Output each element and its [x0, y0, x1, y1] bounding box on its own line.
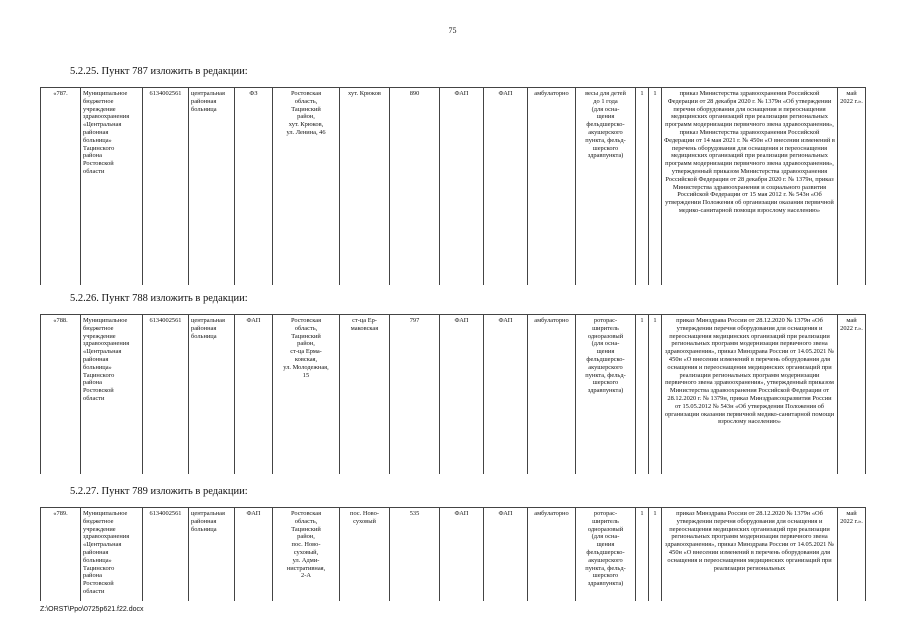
cell-num: «787.	[41, 88, 81, 286]
cell-q1: 1	[636, 315, 649, 475]
cell-care: амбулаторно	[528, 88, 576, 286]
cell-org: Муниципальное бюджетное учреждение здравоохранения «Центральная районная больница» Тацинского района Ростовской области	[81, 315, 143, 475]
cell-population: 797	[390, 315, 440, 475]
cell-type: центральная районная больница	[189, 508, 235, 602]
cell-basis: приказ Минздрава России от 28.12.2020 № 1379н «Об утверждении перечня оборудования для оснащения и переоснащения медицинских организаций при реализации региональных программ модернизации первичного звена здравоохранения», приказ Минздрава России от 14.05.2021 № 450н «О внесении изменений в перечень оборудования для оснащения и переоснащения медицинских организаций при реализации региональных	[662, 508, 838, 602]
footer-file-path: Z:\ORST\Ppo\0725p621.f22.docx	[40, 606, 144, 613]
cell-date: май 2022 г.».	[838, 315, 866, 475]
cell-org: Муниципальное бюджетное учреждение здравоохранения «Центральная районная больница» Тацинского района Ростовской области	[81, 508, 143, 602]
cell-address: Ростовская область, Тацинский район, ст-ца Ерма- ковская, ул. Молодежная, 15	[273, 315, 340, 475]
cell-num: «788.	[41, 315, 81, 475]
cell-inn: 6134002561	[143, 315, 189, 475]
cell-org: Муниципальное бюджетное учреждение здравоохранения «Центральная районная больница» Тацинского района Ростовской области	[81, 88, 143, 286]
cell-unit2: ФАП	[484, 508, 528, 602]
cell-equipment: роторас- ширитель одноразовый (для осна- щения фельдшерско- акушерского пункта, фельд- шерского здравпункта)	[576, 315, 636, 475]
cell-q1: 1	[636, 508, 649, 602]
cell-kind: ФАП	[235, 315, 273, 475]
cell-num: «789.	[41, 508, 81, 602]
cell-date: май 2022 г.».	[838, 508, 866, 602]
cell-address: Ростовская область, Тацинский район, хут. Крюков, ул. Ленина, 46	[273, 88, 340, 286]
cell-settlement: ст-ца Ер- маковская	[340, 315, 390, 475]
cell-equipment: роторас- ширитель одноразовый (для осна- щения фельдшерско- акушерского пункта, фельд- шерского здравпункта)	[576, 508, 636, 602]
cell-population: 890	[390, 88, 440, 286]
cell-q2: 1	[649, 315, 662, 475]
cell-type: центральная районная больница	[189, 315, 235, 475]
table-row-789	[40, 507, 866, 601]
cell-basis: приказ Минздрава России от 28.12.2020 № 1379н «Об утверждении перечня оборудования для оснащения и переоснащения медицинских организаций при реализации региональных программ модернизации первичного звена здравоохранения», приказ Минздрава России от 14.05.2021 № 450н «О внесении изменений в перечень оборудования для оснащения и переоснащения медицинских организаций при реализации региональных программ модернизации первичного звена здравоохранения», утвержденный приказом Министерства здравоохранения Российской Федерации от 28.12.2020 г. № 1379н, приказ Минздравсоцразвития России от 15.05.2012 № 543н «Об утверждении Положения об организации оказания первичной медико-санитарной помощи взрослому населению»	[662, 315, 838, 475]
cell-inn: 6134002561	[143, 88, 189, 286]
cell-inn: 6134002561	[143, 508, 189, 602]
section-heading-787: 5.2.25. Пункт 787 изложить в редакции:	[70, 66, 248, 77]
cell-unit1: ФАП	[440, 88, 484, 286]
cell-q2: 1	[649, 508, 662, 602]
cell-q1: 1	[636, 88, 649, 286]
table-row-787	[40, 87, 866, 285]
section-heading-789: 5.2.27. Пункт 789 изложить в редакции:	[70, 486, 248, 497]
cell-type: центральная районная больница	[189, 88, 235, 286]
cell-population: 535	[390, 508, 440, 602]
cell-unit2: ФАП	[484, 315, 528, 475]
cell-kind: ФАП	[235, 508, 273, 602]
cell-date: май 2022 г.».	[838, 88, 866, 286]
cell-equipment: весы для детей до 1 года (для осна- щения фельдшерско- акушерского пункта, фельд- шерского здравпункта)	[576, 88, 636, 286]
section-heading-788: 5.2.26. Пункт 788 изложить в редакции:	[70, 293, 248, 304]
cell-unit1: ФАП	[440, 508, 484, 602]
cell-address: Ростовская область, Тацинский район, пос. Ново- суховый, ул. Адми- нистративная, 2-А	[273, 508, 340, 602]
cell-settlement: хут. Крюков	[340, 88, 390, 286]
cell-care: амбулаторно	[528, 315, 576, 475]
cell-kind: ФЗ	[235, 88, 273, 286]
table-row-788	[40, 314, 866, 474]
cell-unit2: ФАП	[484, 88, 528, 286]
cell-settlement: пос. Ново- суховый	[340, 508, 390, 602]
page-number: 75	[448, 26, 457, 35]
cell-unit1: ФАП	[440, 315, 484, 475]
cell-basis: приказ Министерства здравоохранения Российской Федерации от 28 декабря 2020 г. № 1379н «Об утверждении перечня оборудования для оснащения и переоснащения медицинских организаций при реализации региональных программ модернизации первичного звена здравоохранения», приказ Министерства здравоохранения Российской Федерации от 14 мая 2021 г. № 450н «О внесении изменений в перечень оборудования для оснащения и переоснащения медицинских организаций при реализации региональных программ модернизации первичного звена здравоохранения», утвержденный приказом Министерства здравоохранения Российской Федерации от 28 декабря 2020 г. № 1379н, приказ Министерства здравоохранения и социального развития Российской Федерации от 15 мая 2012 г. № 543н «Об утверждении Положения об организации оказания первичной медико-санитарной помощи взрослому населению»	[662, 88, 838, 286]
cell-q2: 1	[649, 88, 662, 286]
cell-care: амбулаторно	[528, 508, 576, 602]
